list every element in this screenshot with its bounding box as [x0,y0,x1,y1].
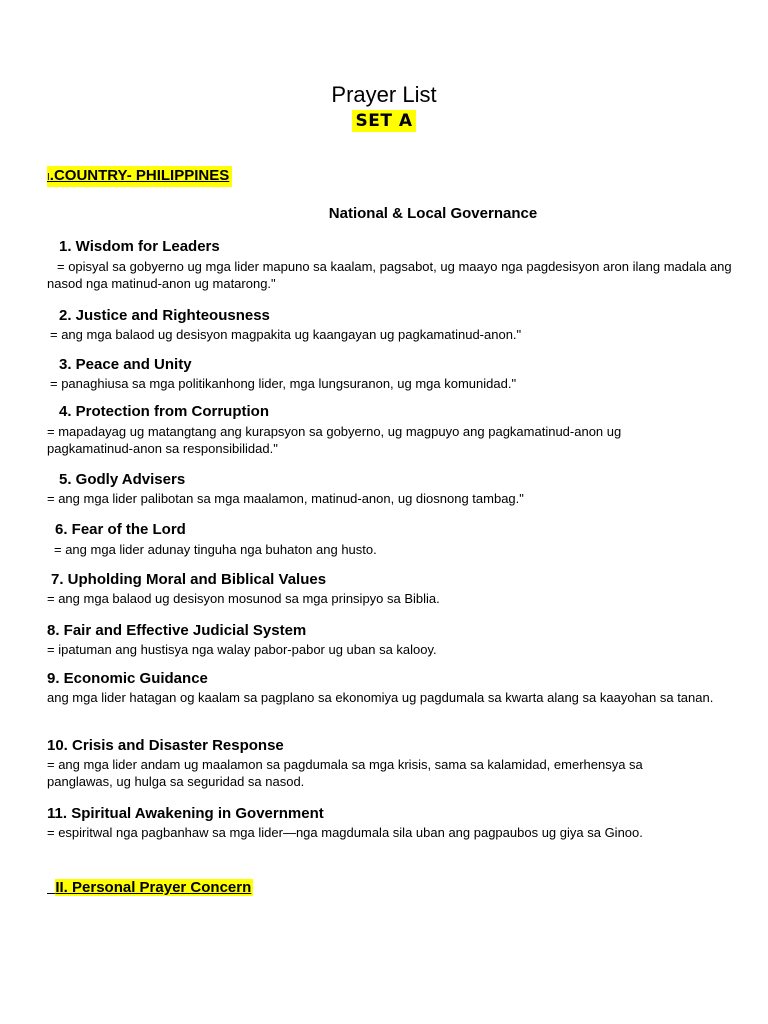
section-number: I [47,172,50,183]
prayer-item-desc: = panaghiusa sa mga politikanhong lider, mga lungsuranon, ug mga komunidad." [50,376,517,391]
prayer-item-desc: = mapadayag ug matangtang ang kurapsyon sa gobyerno, ug magpuyo ang pagkamatinud-anon ug pagkamatinud-anon sa responsibilidad." [47,424,622,456]
prayer-item-desc: = ipatuman ang hustisya nga walay pabor-pabor ug uban sa kalooy. [47,642,437,657]
prayer-item-title: 5. Godly Advisers [59,471,186,488]
prayer-item-desc: = ang mga lider andam ug maalamon sa pagdumala sa mga krisis, sama sa kalamidad, emerhensya sa panglawas, ug hulga sa seguridad sa nasod. [47,757,643,789]
prayer-item-title: 8. Fair and Effective Judicial System [47,622,307,639]
section-label: II. Personal Prayer Concern [55,879,252,896]
prayer-item-title: 6. Fear of the Lord [55,521,186,538]
prayer-item-desc: = espiritwal nga pagbanhaw sa mga lider—nga magdumala sila uban ang pagpaubos ug giya sa Ginoo. [47,825,643,840]
set-label: SET A [352,110,415,132]
set-label-wrap [0,110,768,132]
prayer-item-title: 4. Protection from Corruption [59,403,269,420]
subheading-governance: National & Local Governance [328,205,538,222]
prayer-item-desc: = ang mga balaod ug desisyon magpakita ug kaangayan ug pagkamatinud-anon." [50,327,522,342]
prayer-item-title: 1. Wisdom for Leaders [59,238,220,255]
prayer-item-title: 9. Economic Guidance [47,670,208,687]
prayer-item-desc: = ang mga lider palibotan sa mga maalamon, matinud-anon, ug diosnong tambag." [47,491,524,506]
section-heading-country [47,166,232,187]
prayer-item-desc: = ang mga lider adunay tinguha nga buhaton ang husto. [54,542,377,557]
prayer-item-desc: ang mga lider hatagan og kaalam sa pagplano sa ekonomiya ug pagdumala sa kwarta alang sa kaayohan sa tanan. [47,690,714,705]
prayer-item-title: 7. Upholding Moral and Biblical Values [51,571,327,588]
prayer-item-title: 10. Crisis and Disaster Response [47,737,284,754]
page-title: Prayer List [331,82,437,107]
prayer-item-title: 2. Justice and Righteousness [59,307,270,324]
section-label: .COUNTRY- PHILIPPINES [49,167,230,184]
section-heading-personal [47,878,253,897]
prayer-item-title: 3. Peace and Unity [59,356,192,373]
prayer-item-desc: = ang mga balaod ug desisyon mosunod sa mga prinsipyo sa Biblia. [47,591,440,606]
prayer-item-desc: = opisyal sa gobyerno ug mga lider mapuno sa kaalam, pagsabot, ug maayo nga pagdesisyon aron ilang madala ang nasod nga matinud-anon ug matarong." [47,259,732,291]
prayer-item-title: 11. Spiritual Awakening in Government [47,805,324,822]
